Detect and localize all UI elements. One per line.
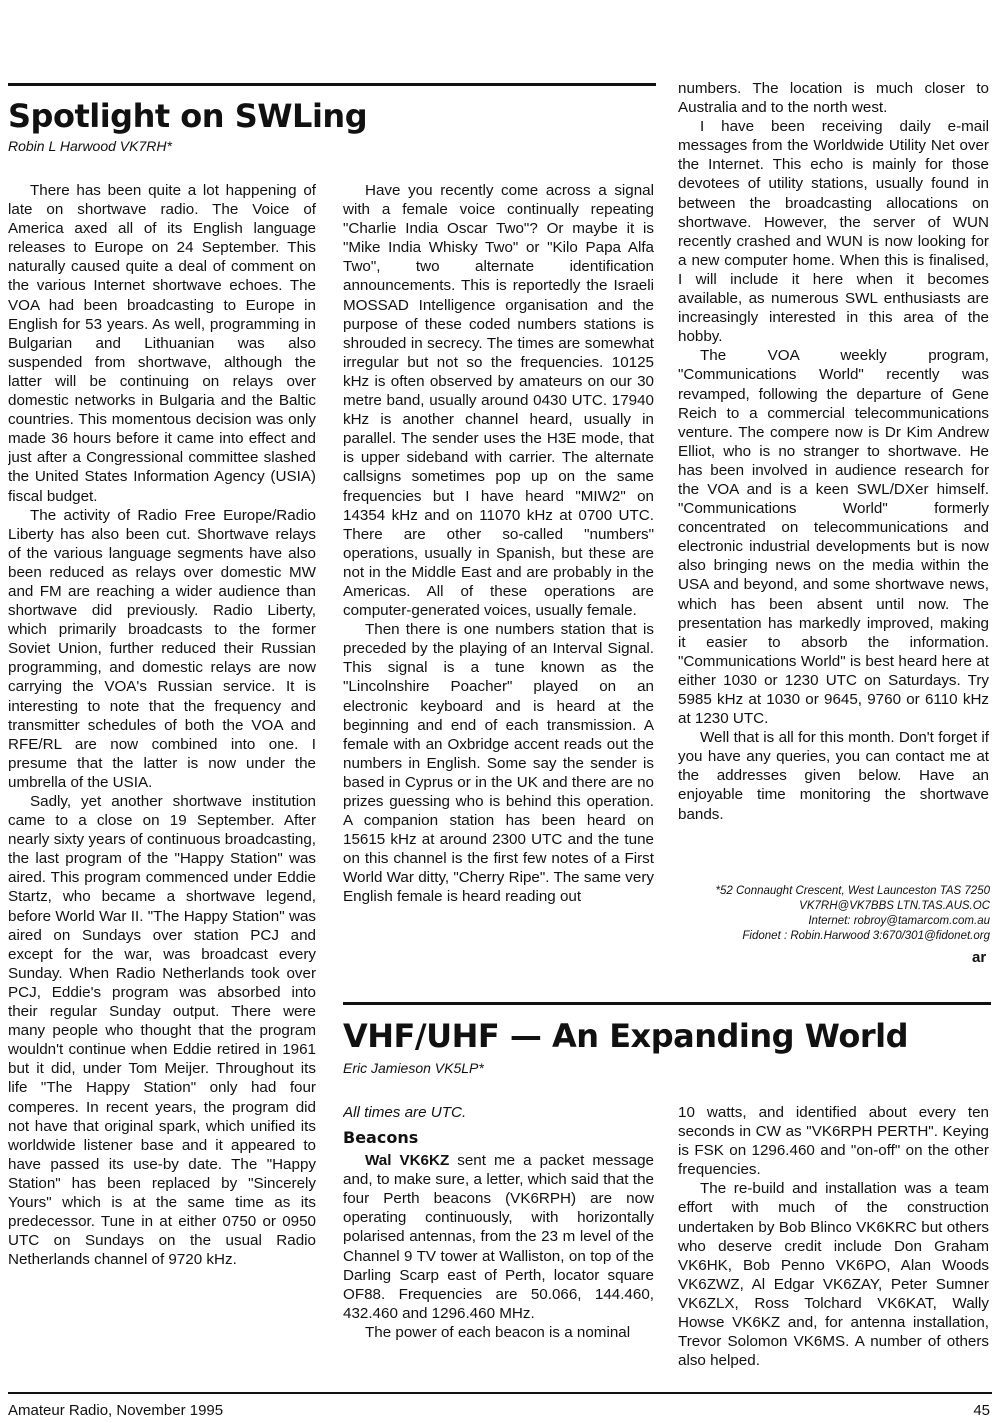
address-line: Fidonet : Robin.Harwood 3:670/301@fidonet.org	[742, 930, 990, 942]
vhf-top-rule	[343, 1002, 991, 1005]
address-line: VK7RH@VK7BBS LTN.TAS.AUS.OC	[799, 900, 990, 912]
article-title-vhf: VHF/UHF — An Expanding World	[343, 1017, 908, 1055]
byline-vhf: Eric Jamieson VK5LP*	[343, 1060, 484, 1076]
paragraph: I have been receiving daily e-mail messages from the Worldwide Utility Net over the Internet. This echo is mainly for those devotees of utility stations, usually found in between the broadcasting allocations on shortwave. However, the server of WUN recently crashed and WUN is now looking for a new computer home. When this is finalised, I will include it here when it becomes available, as numerous SWL enthusiasts are increasingly interested in this area of the hobby.	[678, 118, 989, 346]
lead-callsign: Wal VK6KZ	[365, 1152, 450, 1170]
article-title-spotlight: Spotlight on SWLing	[8, 97, 368, 135]
footer-publication: Amateur Radio, November 1995	[8, 1402, 224, 1419]
footer-rule	[8, 1392, 992, 1394]
paragraph: numbers. The location is much closer to Australia and to the north west.	[678, 80, 989, 117]
spotlight-column-3	[678, 79, 989, 869]
paragraph: The re-build and installation was a team effort with much of the construction undertaken by Bob Blinco VK6KRC but others who deserve credit include Don Graham VK6HK, Bob Penno VK6PO, Alan Woods VK6ZWZ, Al Edgar VK6ZAY, Peter Sumner VK6ZLX, Ross Tolchard VK6KAT, Wally Howse VK6KZ and, for antenna installation, Trevor Solomon VK6MS. A number of others also helped.	[678, 1180, 989, 1370]
spotlight-column-1	[8, 181, 316, 1371]
vhf-column-2	[678, 1103, 989, 1375]
paragraph: 10 watts, and identified about every ten seconds in CW as "VK6RPH PERTH". Keying is FSK on 1296.460 and "on-off" on the other frequencies.	[678, 1104, 989, 1179]
byline-spotlight: Robin L Harwood VK7RH*	[8, 138, 172, 154]
paragraph: There has been quite a lot happening of late on shortwave radio. The Voice of America axed all of its English language releases to Europe on 24 September. This naturally caused quite a deal of comment on the various Internet shortwave echoes. The VOA had been broadcasting to Europe in English for 53 years. As well, programming in Bulgarian and Lithuanian was also suspended from shortwave, although the latter will be continuing on relays over domestic networks in Bulgaria and the Baltic countries. This momentous decision was only made 36 hours before it came into effect and just after a Congressional committee slashed the United States Information Agency (USIA) fiscal budget.	[8, 182, 316, 505]
paragraph-text: sent me a packet message and, to make sure, a letter, which said that the four Perth beacons (VK6RPH) are now operating continuously, with horizontally polarised antennas, from the 23 m level of the Channel 9 TV tower at Walliston, on top of the Darling Scarp east of Perth, locator square OF88. Frequencies are 50.066, 144.460, 432.460 and 1296.460 MHz.	[343, 1152, 654, 1322]
times-note: All times are UTC.	[343, 1104, 467, 1121]
address-line: *52 Connaught Crescent, West Launceston TAS 7250	[715, 885, 990, 897]
paragraph: Well that is all for this month. Don't forget if you have any queries, you can contact me at the addresses given below. Have an enjoyable time monitoring the shortwave bands.	[678, 729, 989, 823]
footer-page-number: 45	[973, 1402, 990, 1419]
spotlight-column-2	[343, 181, 654, 971]
top-rule-left	[8, 83, 656, 86]
paragraph: Sadly, yet another shortwave institution came to a close on 19 September. After nearly sixty years of continuous broadcasting, the last program of the "Happy Station" was aired. This program commenced under Eddie Startz, who became a shortwave legend, before World War II. "The Happy Station" was aired on Sundays over station PCJ and except for the war, was broadcast every Sunday. When Radio Netherlands took over PCJ, Eddie's program was absorbed into their regular Sunday output. There were many people who thought that the program wouldn't continue when Eddie retired in 1961 but it did, under Tom Meijer. Throughout its life "The Happy Station" only had four comperes. In recent years, the program did not have that original spark, which unified its worldwide listener base and it appeared to have passed its use-by date. The "Happy Station" has been replaced by "Sincerely Yours" which is at the same time as its predecessor. Tune in at either 0750 or 0950 UTC on Sundays on the usual Radio Netherlands channel of 9720 kHz.	[8, 793, 316, 1269]
vhf-column-1	[343, 1103, 654, 1375]
paragraph	[343, 1151, 654, 1323]
address-line: Internet: robroy@tamarcom.com.au	[808, 915, 990, 927]
paragraph: Have you recently come across a signal with a female voice continually repeating "Charlie India Oscar Two"? Or maybe it is "Mike India Whisky Two" or "Kilo Papa Alfa Two", two alternate identification announcements. This is reportedly the Israeli MOSSAD Intelligence organisation and the purpose of these coded numbers stations is shrouded in secrecy. The times are somewhat irregular but not so the frequencies. 10125 kHz is often observed by amateurs on our 30 metre band, usually around 0430 UTC. 17940 kHz is another channel heard, usually in parallel. The sender uses the H3E mode, that is upper sideband with carrier. The alternate callsigns sometimes pop up on the same frequencies but I have heard "MIW2" on 14354 kHz and on 11070 kHz at 0700 UTC. There are other so-called "numbers" operations, usually in Spanish, but these are not in the Middle East and are probably in the Americas. All of these operations are computer-generated voices, usually female.	[343, 182, 654, 620]
paragraph: The activity of Radio Free Europe/Radio Liberty has also been cut. Shortwave relays of the various language segments have also been reduced as relays over domestic MW and FM are reaching a wider audience than shortwave did previously. Radio Liberty, which primarily broadcasts to the former Soviet Union, further reduced their Russian programming, and domestic relays are now carrying the VOA's Russian service. It is interesting to note that the frequency and transmitter schedules of both the VOA and RFE/RL are now combined into one. I presume that the latter is now under the umbrella of the USIA.	[8, 506, 316, 791]
paragraph: The VOA weekly program, "Communications World" recently was revamped, following the departure of Gene Reich to a commercial telecommunications venture. The compere now is Dr Kim Andrew Elliot, who is no stranger to shortwave. He has been involved in audience research for the VOA and is a keen SWL/DXer himself. "Communications World" formerly concentrated on telecommunications and electronic industrial developments but is now also bringing news on the media within the USA and beyond, and some shortwave news, which has been absent until now. The presentation has markedly improved, making it easier to absorb the information. "Communications World" is best heard here at either 1030 or 1230 UTC on Saturdays. Try 5985 kHz at 1030 or 9645, 9760 or 6110 kHz at 1230 UTC.	[678, 347, 989, 728]
end-mark: ar	[972, 949, 987, 966]
paragraph: The power of each beacon is a nominal	[365, 1323, 631, 1341]
author-address	[660, 884, 990, 944]
paragraph: Then there is one numbers station that is preceded by the playing of an Interval Signal. This signal is a tune known as the "Lincolnshire Poacher" played on an electronic keyboard and is heard at the beginning and end of each transmission. A female with an Oxbridge accent reads out the numbers in English. Some say the sender is based in Cyprus or in the UK and there are no prizes guessing who is behind this operation. A companion station has been heard on 15615 kHz at around 2300 UTC and the tune on this channel is the first few notes of a First World War ditty, "Cherry Ripe". The same very English female is heard reading out	[343, 621, 654, 906]
subheading-beacons: Beacons	[343, 1128, 419, 1148]
